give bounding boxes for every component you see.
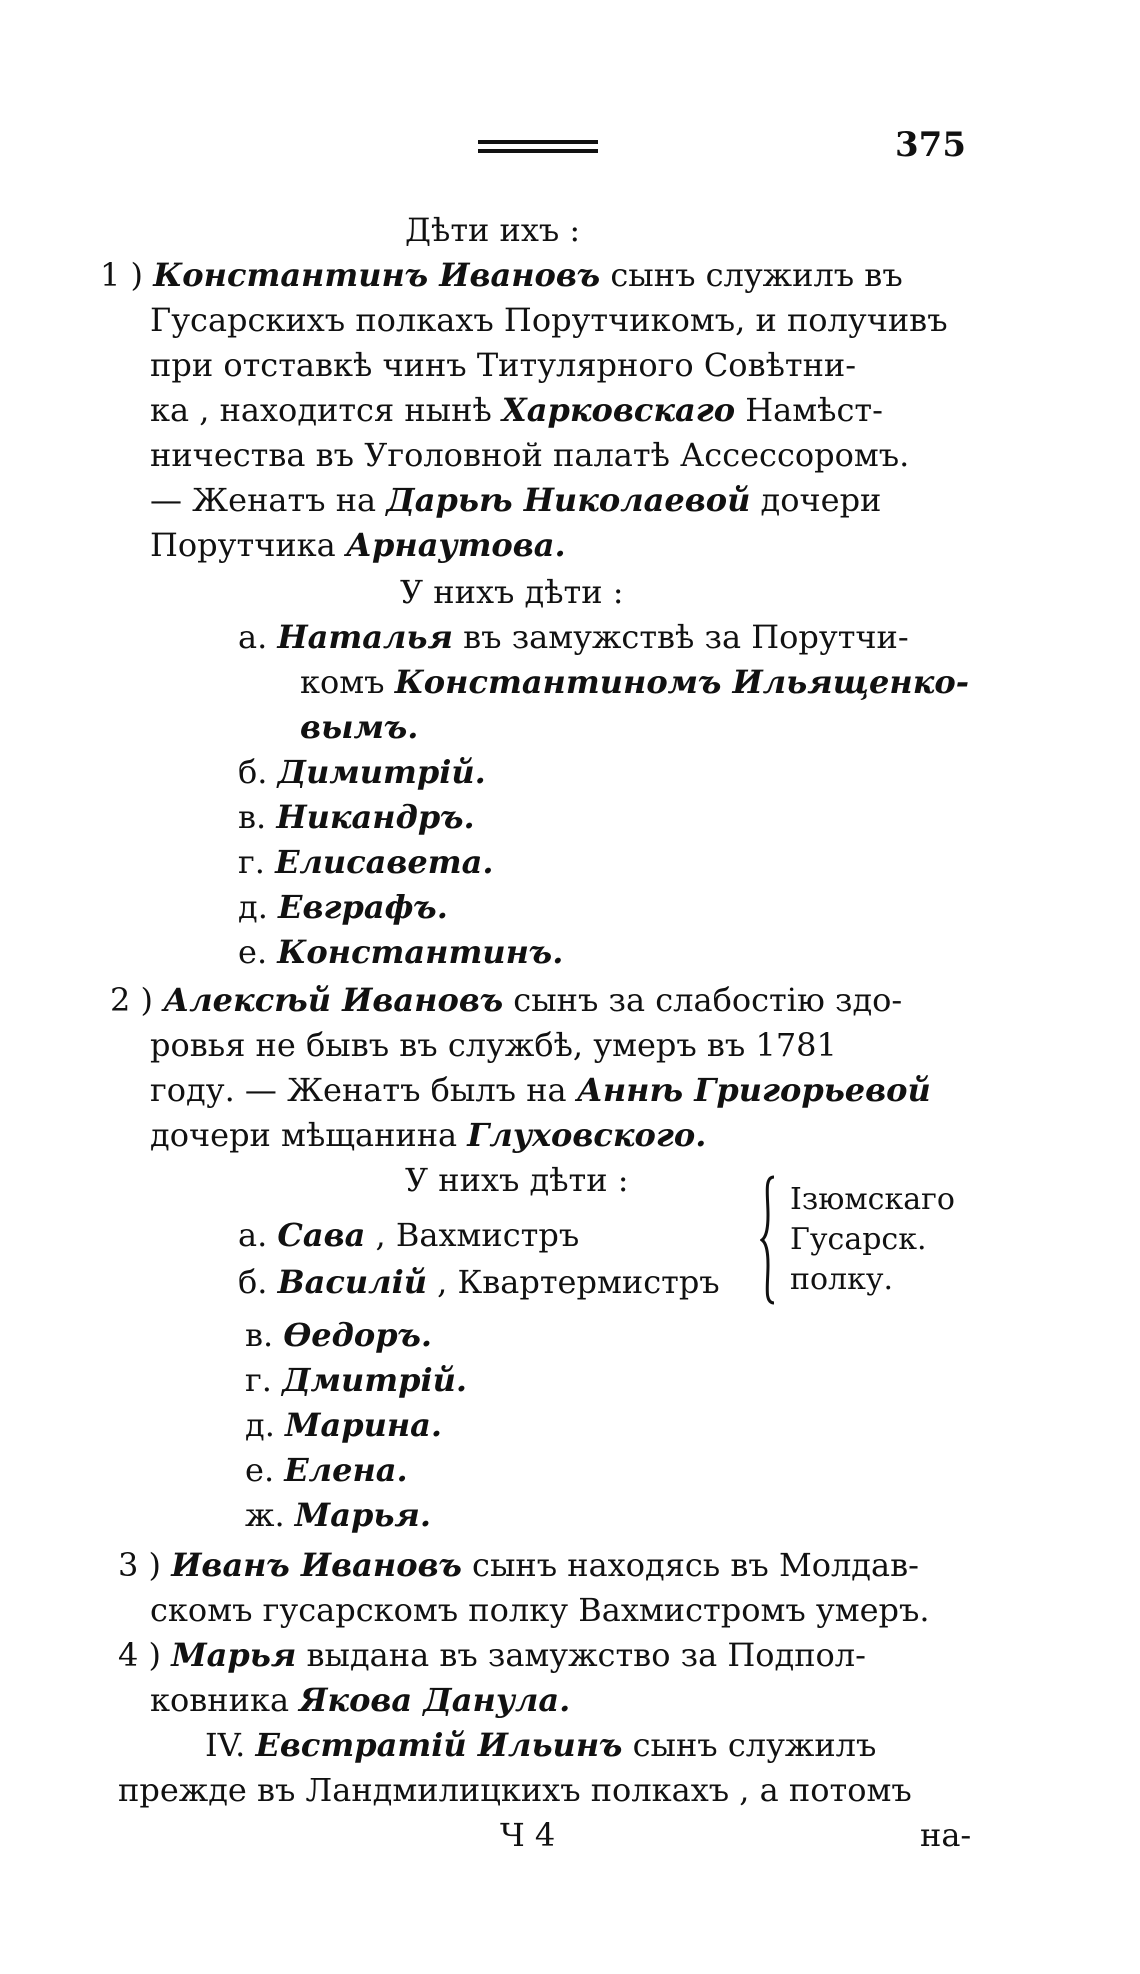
- entry-1-line-4: [150, 390, 883, 430]
- item-letter: а.: [238, 1216, 268, 1254]
- child-item: [238, 617, 909, 657]
- person-name: Иванъ Ивановъ: [171, 1546, 462, 1584]
- signature-mark: Ч 4: [500, 1816, 556, 1854]
- entry-1-line-6: [150, 480, 881, 520]
- regiment-line: Ізюмскаго: [790, 1182, 955, 1217]
- text: ка , находится нынѣ: [150, 391, 492, 429]
- person-name: Константинъ.: [277, 933, 564, 971]
- child-item: [238, 1215, 579, 1255]
- text: , Квартермистръ: [437, 1263, 720, 1301]
- person-name: Якова Данула.: [299, 1681, 571, 1719]
- item-letter: а.: [238, 618, 268, 656]
- child-item-cont: вымъ.: [300, 708, 419, 746]
- entry-2-line-3: [150, 1070, 931, 1110]
- child-item: [238, 752, 486, 792]
- person-name: Аннѣ Григорьевой: [576, 1071, 931, 1109]
- child-item-cont: [300, 662, 969, 702]
- entry-1-line-5: ничества въ Уголовной палатѣ Ассессоромъ.: [150, 436, 910, 474]
- person-name: Дарьѣ Николаевой: [386, 481, 751, 519]
- person-name: Сава: [277, 1216, 366, 1254]
- person-name: Марья: [171, 1636, 297, 1674]
- entry-4-line-2: [150, 1680, 570, 1720]
- item-letter: д.: [238, 888, 268, 926]
- regiment-note: [790, 1180, 955, 1300]
- text: году. — Женатъ былъ на: [150, 1071, 567, 1109]
- entry-1-line-3: при отставкѣ чинъ Титулярного Совѣтни-: [150, 346, 857, 384]
- regiment-line: полку.: [790, 1262, 894, 1297]
- entry-1-line-1: [100, 255, 903, 295]
- regiment-line: Гусарск.: [790, 1222, 927, 1257]
- item-letter: е.: [238, 933, 268, 971]
- entry-number: 1 ): [100, 256, 144, 294]
- curly-brace: [760, 1175, 776, 1305]
- person-name: Дмитрій.: [282, 1361, 468, 1399]
- person-name: Евграфъ.: [278, 888, 448, 926]
- person-name: Никандръ.: [276, 798, 475, 836]
- child-item: [238, 932, 563, 972]
- text: выдана въ замужство за Подпол-: [306, 1636, 866, 1674]
- child-item: [245, 1450, 408, 1490]
- entry-number: 4 ): [118, 1636, 162, 1674]
- text: , Вахмистръ: [375, 1216, 580, 1254]
- text: ковника: [150, 1681, 290, 1719]
- item-letter: б.: [238, 1263, 268, 1301]
- entry-number: IV.: [205, 1726, 246, 1764]
- place-name: Харковскаго: [501, 391, 736, 429]
- child-item: [245, 1360, 467, 1400]
- item-letter: ж.: [245, 1496, 285, 1534]
- person-name: Евстратій Ильинъ: [255, 1726, 623, 1764]
- entry-1-line-7: [150, 525, 566, 565]
- entry-iv-line-1: [205, 1725, 876, 1765]
- person-name: Константинъ Ивановъ: [153, 256, 601, 294]
- text: Порутчика: [150, 526, 336, 564]
- item-letter: г.: [238, 843, 265, 881]
- person-name: Глуховского.: [467, 1116, 707, 1154]
- item-letter: д.: [245, 1406, 275, 1444]
- subsection-heading: У нихъ дѣти :: [405, 1161, 629, 1199]
- person-name: Алексѣй Ивановъ: [163, 981, 504, 1019]
- person-name: Димитрій.: [277, 753, 486, 791]
- item-letter: в.: [238, 798, 267, 836]
- child-item: [238, 887, 448, 927]
- catchword: на-: [920, 1816, 972, 1854]
- entry-3-line-1: [118, 1545, 919, 1585]
- person-name: Василій: [277, 1263, 427, 1301]
- entry-2-line-4: [150, 1115, 706, 1155]
- item-letter: е.: [245, 1451, 275, 1489]
- person-name: Елена.: [284, 1451, 408, 1489]
- person-name: Ѳедоръ.: [283, 1316, 432, 1354]
- entry-3-line-2: скомъ гусарскомъ полку Вахмистромъ умеръ.: [150, 1591, 930, 1629]
- entry-2-line-1: [110, 980, 902, 1020]
- entry-number: 3 ): [118, 1546, 162, 1584]
- person-name: Наталья: [277, 618, 453, 656]
- person-name: Марина.: [285, 1406, 443, 1444]
- item-letter: г.: [245, 1361, 272, 1399]
- text: — Женатъ на: [150, 481, 377, 519]
- section-heading: Дѣти ихъ :: [405, 211, 581, 249]
- text: дочери мѣщанина: [150, 1116, 458, 1154]
- text: сынъ служилъ въ: [610, 256, 903, 294]
- person-name: Арнаутова.: [345, 526, 566, 564]
- entry-1-line-2: Гусарскихъ полкахъ Порутчикомъ, и получивъ: [150, 301, 948, 339]
- child-item: [245, 1405, 442, 1445]
- person-name: Елисавета.: [275, 843, 494, 881]
- person-name: Марья.: [294, 1496, 432, 1534]
- header-rule: [478, 140, 598, 156]
- subsection-heading: У нихъ дѣти :: [400, 573, 624, 611]
- text: сынъ служилъ: [632, 1726, 877, 1764]
- entry-iv-line-2: прежде въ Ландмилицкихъ полкахъ , а потомъ: [118, 1771, 912, 1809]
- text: въ замужствѣ за Порутчи-: [463, 618, 909, 656]
- text: дочери: [760, 481, 882, 519]
- page-number: 375: [895, 125, 966, 165]
- child-item: [238, 1262, 720, 1302]
- text: Намѣст-: [745, 391, 883, 429]
- entry-2-line-2: ровья не бывъ въ службѣ, умеръ въ 1781: [150, 1026, 837, 1064]
- entry-4-line-1: [118, 1635, 866, 1675]
- text: сынъ находясь въ Молдав-: [472, 1546, 919, 1584]
- text: сынъ за слабостію здо-: [513, 981, 903, 1019]
- child-item: [238, 797, 475, 837]
- person-name: Константиномъ Ильященко-: [394, 663, 969, 701]
- item-letter: б.: [238, 753, 268, 791]
- item-letter: в.: [245, 1316, 274, 1354]
- child-item: [245, 1495, 431, 1535]
- entry-number: 2 ): [110, 981, 154, 1019]
- child-item: [238, 842, 494, 882]
- child-item: [245, 1315, 432, 1355]
- text: комъ: [300, 663, 385, 701]
